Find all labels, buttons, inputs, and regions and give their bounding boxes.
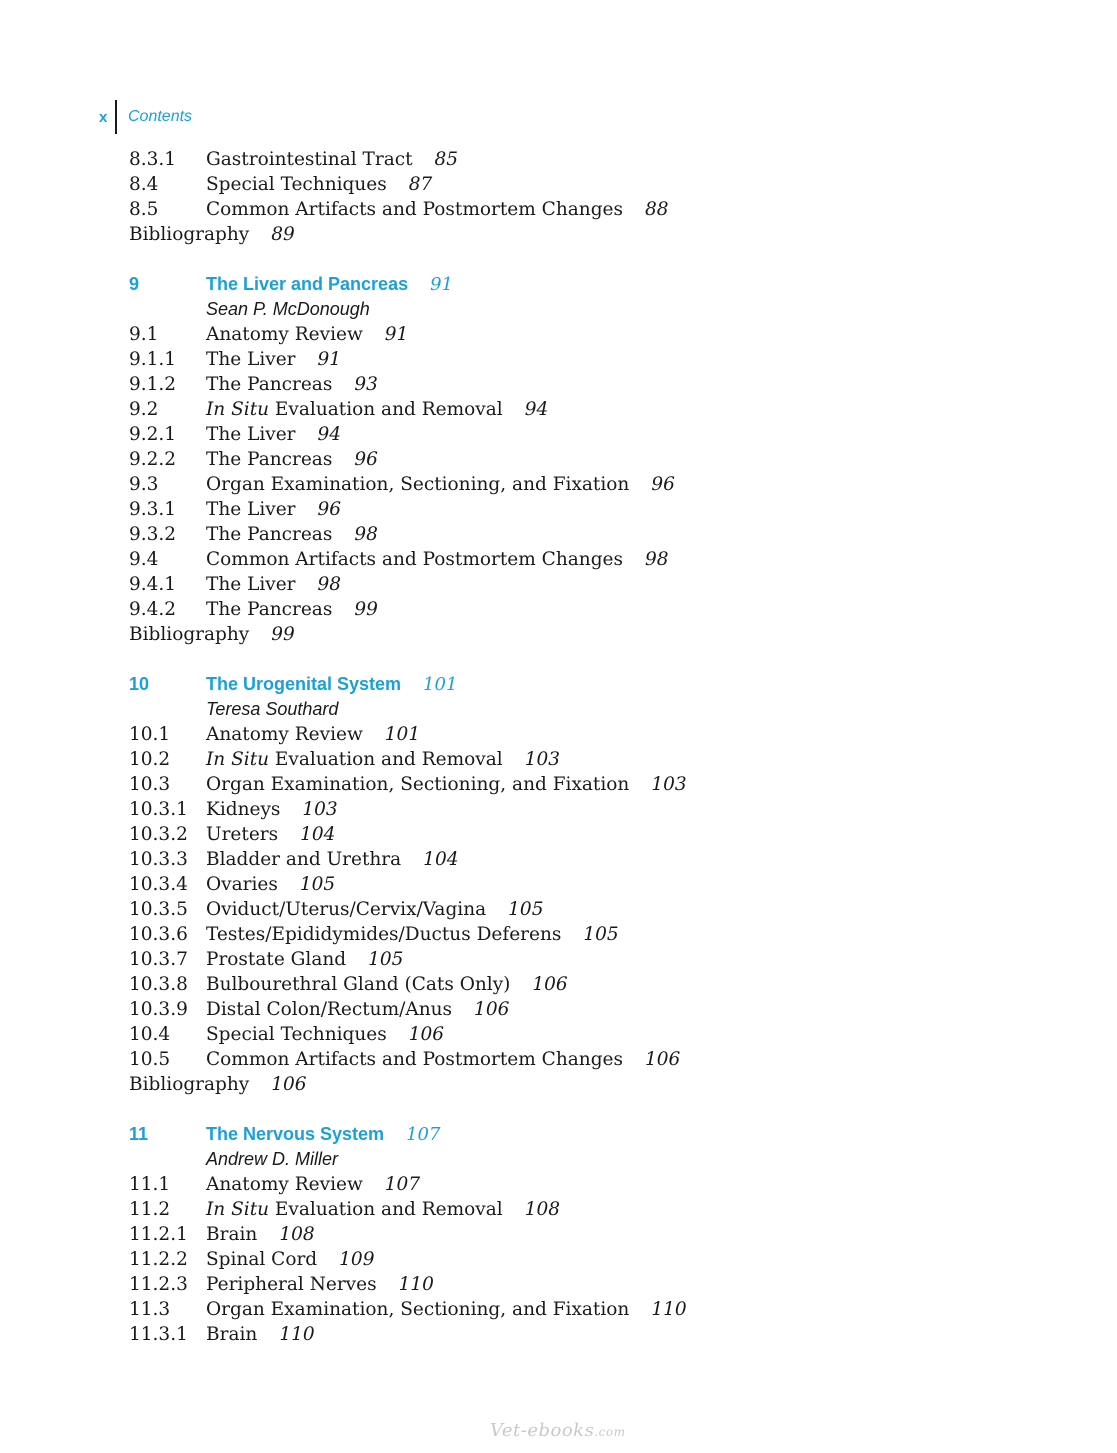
entry-page-number: 103 [651,774,687,795]
watermark-text: Vet-ebooks [490,1420,595,1441]
toc-section-entry [129,397,1029,422]
entry-title: The Urogenital System [206,674,402,694]
entry-title: Organ Examination, Sectioning, and Fixation [206,474,630,495]
entry-page-number: 91 [317,349,342,370]
entry-title: Special Techniques [206,1024,387,1045]
entry-number: 10.1 [129,724,171,745]
entry-number: 10.3.8 [129,974,188,995]
entry-page-number: 107 [406,1124,441,1145]
toc-section-entry [129,722,1029,747]
entry-number: 10.3.7 [129,949,188,970]
entry-number: 8.5 [129,199,159,220]
toc-section-entry [129,1022,1029,1047]
toc-section-entry [129,147,1029,172]
toc-section-entry [129,972,1029,997]
entry-page-number: 98 [317,574,342,595]
entry-number: 9 [129,274,140,294]
entry-number: 10.3.4 [129,874,188,895]
entry-page-number: 103 [524,749,560,770]
chapter-author: Teresa Southard [206,699,339,719]
toc-section-entry [129,1197,1029,1222]
toc-bibliography-entry [129,222,1029,247]
entry-page-number: 104 [423,849,459,870]
entry-title: The Pancreas [206,599,333,620]
entry-title: Kidneys [206,799,281,820]
toc-section-entry [129,897,1029,922]
entry-page-number: 105 [508,899,544,920]
entry-page-number: 108 [279,1224,315,1245]
entry-page-number: 87 [408,174,433,195]
toc-section-entry [129,822,1029,847]
toc-section-entry [129,422,1029,447]
entry-page-number: 99 [354,599,378,620]
toc-section-entry [129,797,1029,822]
toc-section-entry [129,847,1029,872]
entry-page-number: 107 [384,1174,421,1195]
entry-page-number: 91 [430,274,453,295]
entry-page-number: 106 [408,1024,445,1045]
entry-title: Evaluation and Removal [269,749,503,770]
running-head [99,100,192,134]
entry-page-number: 109 [339,1249,375,1270]
toc-chapter-entry [129,272,1029,297]
entry-title: Anatomy Review [206,1174,363,1195]
toc-section-entry [129,547,1029,572]
entry-title: Bibliography [129,224,250,245]
toc-section-entry [129,1322,1029,1347]
entry-number: 9.1.2 [129,374,177,395]
entry-page-number: 98 [644,549,669,570]
entry-number: 9.3.2 [129,524,177,545]
entry-number: 9.1.1 [129,349,177,370]
entry-page-number: 106 [644,1049,681,1070]
entry-title: Gastrointestinal Tract [206,149,413,170]
entry-number: 10.3.3 [129,849,188,870]
toc-section-entry [129,597,1029,622]
entry-number: 9.4 [129,549,159,570]
toc-bibliography-entry [129,622,1029,647]
header-divider [115,100,117,134]
entry-number: 11.3 [129,1299,171,1320]
entry-title-italic: In Situ [206,1199,270,1220]
entry-page-number: 110 [651,1299,687,1320]
toc-chapter-entry [129,672,1029,697]
entry-number: 11.2.2 [129,1249,188,1270]
entry-number: 10.3.2 [129,824,188,845]
entry-title: Testes/Epididymides/Ductus Deferens [206,924,562,945]
toc-section-entry [129,1222,1029,1247]
toc-section-entry [129,322,1029,347]
toc-section-entry [129,997,1029,1022]
entry-number: 9.3.1 [129,499,177,520]
running-head-title: Contents [128,108,193,125]
entry-number: 11.3.1 [129,1324,188,1345]
entry-title: Evaluation and Removal [269,1199,503,1220]
entry-title: Special Techniques [206,174,387,195]
toc-section-entry [129,572,1029,597]
entry-title: The Liver [206,424,296,445]
entry-page-number: 101 [423,674,458,695]
entry-title: The Pancreas [206,449,333,470]
entry-number: 10.3.6 [129,924,188,945]
watermark-suffix: .com [594,1425,626,1439]
entry-number: 11.2.3 [129,1274,188,1295]
entry-page-number: 99 [271,624,295,645]
entry-title: Anatomy Review [206,724,363,745]
toc-section-entry [129,1247,1029,1272]
entry-page-number: 91 [384,324,409,345]
entry-title: Common Artifacts and Postmortem Changes [206,1049,623,1070]
entry-page-number: 96 [317,499,342,520]
entry-title: Distal Colon/Rectum/Anus [206,999,453,1020]
entry-number: 9.2.1 [129,424,177,445]
entry-number: 10.3.1 [129,799,188,820]
toc-section-entry [129,522,1029,547]
entry-number: 10.3 [129,774,171,795]
entry-page-number: 89 [271,224,295,245]
entry-title: The Liver [206,349,296,370]
entry-title: Peripheral Nerves [206,1274,377,1295]
entry-title: Ureters [206,824,279,845]
toc-section-entry [129,922,1029,947]
entry-title: Ovaries [206,874,278,895]
entry-number: 9.2.2 [129,449,177,470]
entry-number: 9.4.1 [129,574,177,595]
entry-title: The Liver [206,574,296,595]
entry-page-number: 106 [271,1074,307,1095]
entry-page-number: 105 [299,874,336,895]
entry-title: Common Artifacts and Postmortem Changes [206,549,623,570]
toc-section-entry [129,372,1029,397]
entry-page-number: 93 [354,374,378,395]
toc-section-entry [129,347,1029,372]
toc-section-entry [129,947,1029,972]
entry-page-number: 103 [302,799,338,820]
entry-title: Evaluation and Removal [269,399,503,420]
entry-page-number: 104 [300,824,336,845]
entry-number: 9.2 [129,399,159,420]
entry-number: 11.1 [129,1174,171,1195]
entry-page-number: 106 [532,974,568,995]
entry-number: 11.2.1 [129,1224,188,1245]
toc-section-entry [129,747,1029,772]
page-number: x [99,108,108,126]
toc-section-entry [129,472,1029,497]
toc-section-entry [129,1272,1029,1297]
entry-title: Bulbourethral Gland (Cats Only) [206,974,511,995]
entry-page-number: 96 [651,474,675,495]
entry-number: 10.4 [129,1024,171,1045]
entry-title: The Pancreas [206,374,333,395]
entry-number: 9.3 [129,474,159,495]
toc-section-entry [129,497,1029,522]
entry-title: The Pancreas [206,524,333,545]
entry-title: Common Artifacts and Postmortem Changes [206,199,623,220]
watermark-logo [490,1420,625,1441]
entry-title: The Liver and Pancreas [206,274,409,294]
entry-page-number: 106 [474,999,510,1020]
entry-number: 9.1 [129,324,159,345]
chapter-spacer [129,1097,1029,1122]
entry-page-number: 88 [644,199,669,220]
toc-bibliography-entry [129,1072,1029,1097]
toc-section-entry [129,1047,1029,1072]
toc-section-entry [129,197,1029,222]
entry-page-number: 110 [279,1324,315,1345]
entry-title: Organ Examination, Sectioning, and Fixation [206,1299,630,1320]
chapter-spacer [129,647,1029,672]
entry-title: Bladder and Urethra [206,849,402,870]
entry-title: Brain [206,1324,258,1345]
chapter-author: Andrew D. Miller [206,1149,339,1169]
entry-page-number: 105 [583,924,619,945]
toc-section-entry [129,772,1029,797]
toc-chapter-entry [129,1122,1029,1147]
entry-title: The Nervous System [206,1124,385,1144]
entry-title: Organ Examination, Sectioning, and Fixation [206,774,630,795]
entry-title: Anatomy Review [206,324,363,345]
entry-title: Bibliography [129,624,250,645]
entry-number: 10.3.5 [129,899,188,920]
entry-title: Bibliography [129,1074,250,1095]
entry-title: Oviduct/Uterus/Cervix/Vagina [206,899,487,920]
entry-page-number: 105 [368,949,404,970]
toc-section-entry [129,1297,1029,1322]
chapter-author: Sean P. McDonough [206,299,370,319]
chapter-spacer [129,247,1029,272]
entry-page-number: 98 [354,524,378,545]
entry-page-number: 110 [398,1274,434,1295]
entry-title: Spinal Cord [206,1249,318,1270]
entry-number: 10 [129,674,150,694]
entry-page-number: 96 [354,449,378,470]
entry-page-number: 108 [524,1199,560,1220]
entry-page-number: 101 [384,724,421,745]
entry-number: 11.2 [129,1199,171,1220]
toc-section-entry [129,872,1029,897]
entry-number: 9.4.2 [129,599,177,620]
entry-title: Brain [206,1224,258,1245]
entry-title: Prostate Gland [206,949,347,970]
entry-number: 11 [129,1124,149,1144]
entry-title: The Liver [206,499,296,520]
entry-number: 8.3.1 [129,149,177,170]
toc-section-entry [129,1172,1029,1197]
entry-title-italic: In Situ [206,749,270,770]
entry-number: 10.3.9 [129,999,188,1020]
toc-section-entry [129,172,1029,197]
entry-page-number: 85 [434,149,459,170]
entry-title-italic: In Situ [206,399,270,420]
entry-number: 8.4 [129,174,159,195]
entry-page-number: 94 [317,424,342,445]
entry-number: 10.2 [129,749,171,770]
toc-section-entry [129,447,1029,472]
table-of-contents [129,147,1029,1347]
entry-number: 10.5 [129,1049,171,1070]
entry-page-number: 94 [524,399,549,420]
